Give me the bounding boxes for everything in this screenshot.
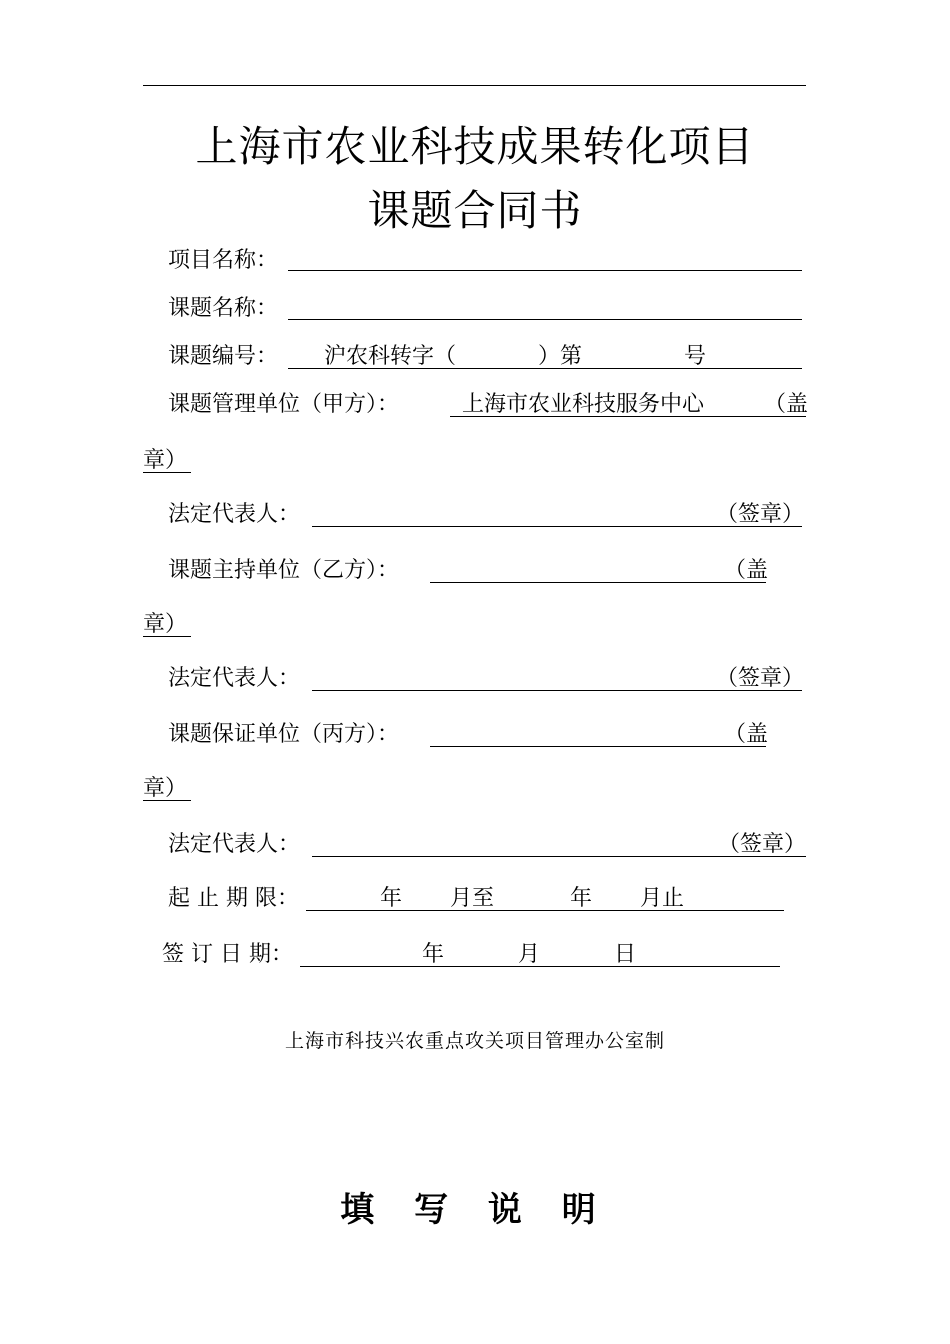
period-end-month: 月止: [640, 886, 685, 911]
party-a-label: 课题管理单位（甲方）：: [168, 392, 400, 417]
party-c-label: 课题保证单位（丙方）：: [168, 722, 400, 747]
document-title-line-1: 上海市农业科技成果转化项目: [195, 122, 755, 171]
legal-rep-b-sign: （签章）: [716, 666, 805, 691]
party-b-seal-open: （盖: [724, 558, 769, 583]
document-title-line-2: 课题合同书: [367, 186, 583, 235]
period-end-year: 年: [570, 886, 593, 911]
section-heading: 填 写 说 明: [340, 1190, 610, 1230]
sign-date-field[interactable]: [300, 966, 780, 967]
sign-date-month: 月: [518, 942, 541, 967]
period-label: 起 止 期 限：: [168, 886, 299, 911]
legal-rep-a-label: 法定代表人：: [168, 502, 301, 527]
topic-number-suffix: 号: [684, 344, 707, 369]
party-c-seal-close: 章）: [143, 776, 188, 801]
sign-date-day: 日: [614, 942, 637, 967]
period-field[interactable]: [306, 910, 784, 911]
legal-rep-b-label: 法定代表人：: [168, 666, 301, 691]
period-start-month: 月至: [450, 886, 495, 911]
legal-rep-c-label: 法定代表人：: [168, 832, 301, 857]
sign-date-label: 签 订 日 期：: [162, 942, 293, 967]
party-c-field[interactable]: [430, 746, 766, 747]
party-b-label: 课题主持单位（乙方）：: [168, 558, 400, 583]
topic-number-prefix: 沪农科转字（: [324, 344, 457, 369]
party-a-seal-underline: [143, 472, 191, 473]
topic-name-label: 课题名称：: [168, 296, 279, 321]
party-a-value: 上海市农业科技服务中心: [462, 392, 705, 417]
legal-rep-a-sign: （签章）: [716, 502, 805, 527]
legal-rep-c-sign: （签章）: [718, 832, 807, 857]
party-a-seal-open: （盖: [764, 392, 809, 417]
topic-number-label: 课题编号：: [168, 344, 279, 369]
party-b-seal-close: 章）: [143, 612, 188, 637]
party-b-field[interactable]: [430, 582, 766, 583]
project-name-label: 项目名称：: [168, 248, 279, 273]
party-c-seal-open: （盖: [724, 722, 769, 747]
project-name-field[interactable]: [288, 270, 802, 271]
party-b-seal-underline: [143, 636, 191, 637]
sign-date-year: 年: [422, 942, 445, 967]
period-start-year: 年: [380, 886, 403, 911]
topic-name-field[interactable]: [288, 319, 802, 320]
party-a-seal-close: 章）: [143, 448, 188, 473]
topic-number-mid: ）第: [538, 344, 583, 369]
issuer-footer: 上海市科技兴农重点攻关项目管理办公室制: [284, 1030, 665, 1052]
party-c-seal-underline: [143, 800, 191, 801]
top-rule: [143, 85, 806, 86]
